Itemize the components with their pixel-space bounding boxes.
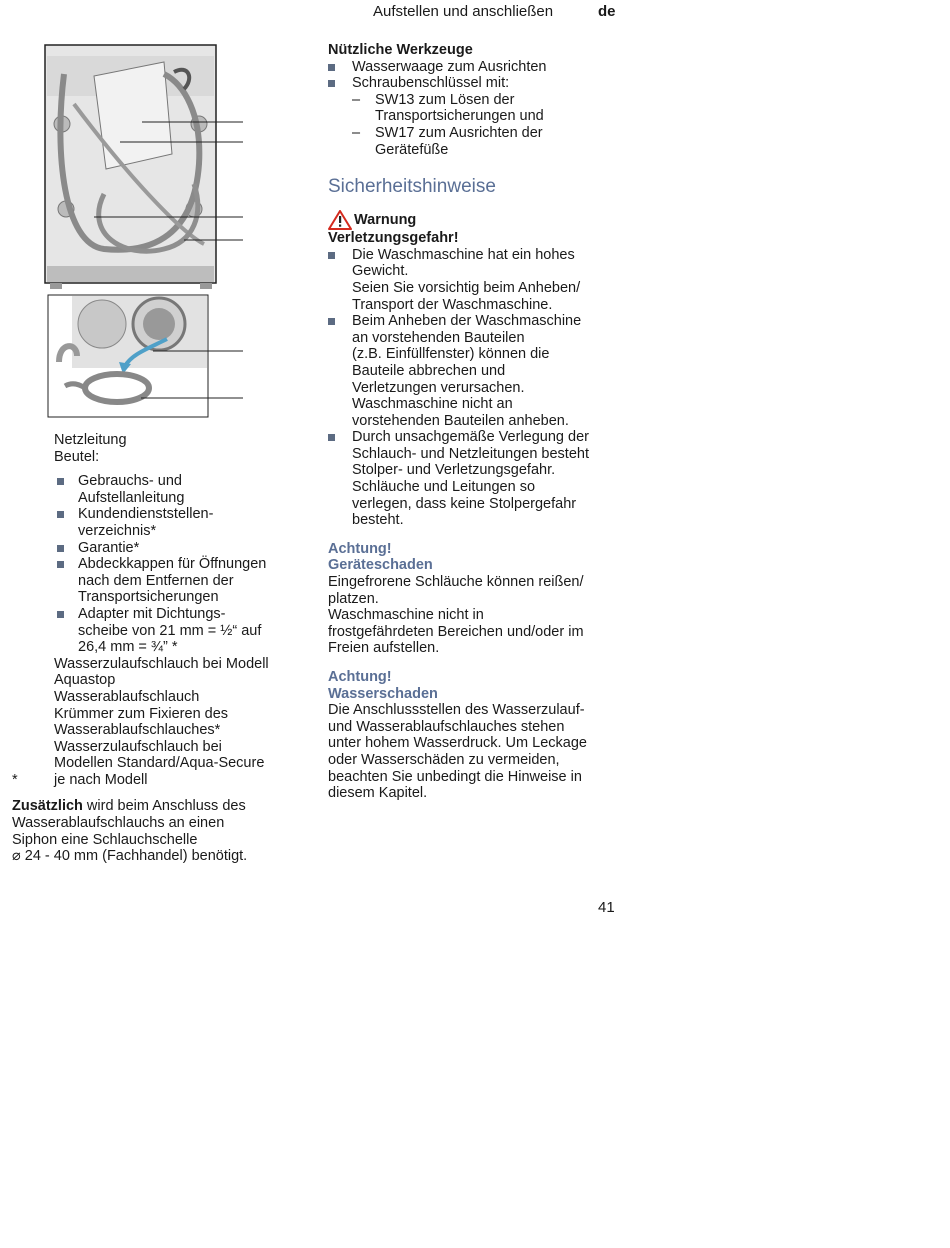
caution-subtitle: Geräteschaden bbox=[328, 557, 433, 574]
caution-label: Achtung! bbox=[328, 669, 392, 685]
page-header bbox=[0, 4, 620, 24]
additional-note-text: wird beim Anschluss des Wasserablaufschlauchs an einen Siphon eine Schlauchschelle ⌀ 24 - 40 mm (Fachhandel) benötigt. bbox=[12, 798, 248, 865]
safety-heading: Sicherheitshinweise bbox=[328, 176, 496, 198]
language-tag: de bbox=[598, 3, 616, 20]
warning-item: Durch unsachgemäße Verlegung der Schlauch- und Netzleitungen besteht Stolper- und Verletzungsgefahr. Schläuche und Leitungen so verlegen, dass keine Stolpergefahr besteht. bbox=[328, 429, 628, 529]
bag-item: Abdeckkappen für Öffnungen nach dem Entfernen der Transportsicherungen bbox=[12, 556, 312, 606]
washer-back-illustration bbox=[44, 44, 244, 290]
list-item: Beutel: bbox=[54, 448, 100, 465]
list-item: Wasserzulaufschlauch bei Modellen Standard/Aqua-Secure bbox=[54, 738, 265, 772]
tool-subitem: – SW13 zum Lösen der Transportsicherungen und bbox=[352, 91, 544, 125]
tool-subitem: – SW17 zum Ausrichten der Gerätefüße bbox=[352, 124, 543, 158]
accessory-list bbox=[12, 432, 312, 865]
bag-item: Adapter mit Dichtungs- scheibe von 21 mm = ½“ auf 26,4 mm = ¾” * bbox=[12, 606, 312, 656]
caution-subtitle: Wasserschaden bbox=[328, 685, 438, 702]
caution-text: Die Anschlussstellen des Wasserzulauf- und Wasserablaufschlauches stehen unter hohem Wasserdruck. Um Leckage oder Wasserschäden zu vermeiden, beachten Sie unbedingt die Hinweise in diesem Kapitel. bbox=[328, 702, 587, 802]
bag-item: Kundendienststellen- verzeichnis* bbox=[12, 506, 312, 539]
washer-front-illustration bbox=[47, 294, 244, 419]
list-item: Wasserablaufschlauch bbox=[54, 688, 200, 705]
additional-note bbox=[12, 798, 312, 864]
footnote-text: je nach Modell bbox=[54, 771, 148, 788]
caution-water-damage bbox=[328, 669, 628, 802]
section-title: Aufstellen und anschließen bbox=[373, 3, 554, 20]
caution-device-damage bbox=[328, 541, 628, 657]
tool-item: Wasserwaage zum Ausrichten bbox=[328, 59, 628, 76]
page-number: 41 bbox=[598, 899, 615, 916]
list-item: Krümmer zum Fixieren des Wasserablaufschlauches* bbox=[54, 705, 229, 739]
warning-item: Die Waschmaschine hat ein hohes Gewicht. Seien Sie vorsichtig beim Anheben/ Transport der Waschmaschine. bbox=[328, 247, 628, 313]
bag-item: Gebrauchs- und Aufstellanleitung bbox=[12, 473, 312, 506]
caution-text: Eingefrorene Schläuche können reißen/ platzen. Waschmaschine nicht in frostgefährdeten Bereichen und/oder im Freien aufstellen. bbox=[328, 574, 584, 657]
list-item: Wasserzulaufschlauch bei Modell Aquastop bbox=[54, 655, 269, 689]
footnote bbox=[12, 772, 312, 789]
tools-heading: Nützliche Werkzeuge bbox=[328, 42, 473, 58]
warning-triangle-icon bbox=[328, 210, 352, 230]
caution-label: Achtung! bbox=[328, 540, 392, 557]
warning-subtitle: Verletzungsgefahr! bbox=[328, 230, 459, 247]
warning-heading bbox=[328, 210, 628, 230]
tool-item: Schraubenschlüssel mit: bbox=[328, 75, 628, 92]
warning-item: Beim Anheben der Waschmaschine an vorstehenden Bauteilen (z.B. Einfüllfenster) können die Bauteile abbrechen und Verletzungen verursachen. Waschmaschine nicht an vorstehenden Bauteilen anheben. bbox=[328, 313, 628, 429]
bag-item: Garantie* bbox=[12, 540, 312, 557]
footnote-mark: * bbox=[12, 771, 18, 788]
right-column bbox=[328, 42, 628, 802]
list-item: Netzleitung bbox=[54, 432, 127, 448]
additional-note-bold: Zusätzlich bbox=[12, 798, 83, 815]
warning-label: Warnung bbox=[354, 211, 417, 228]
